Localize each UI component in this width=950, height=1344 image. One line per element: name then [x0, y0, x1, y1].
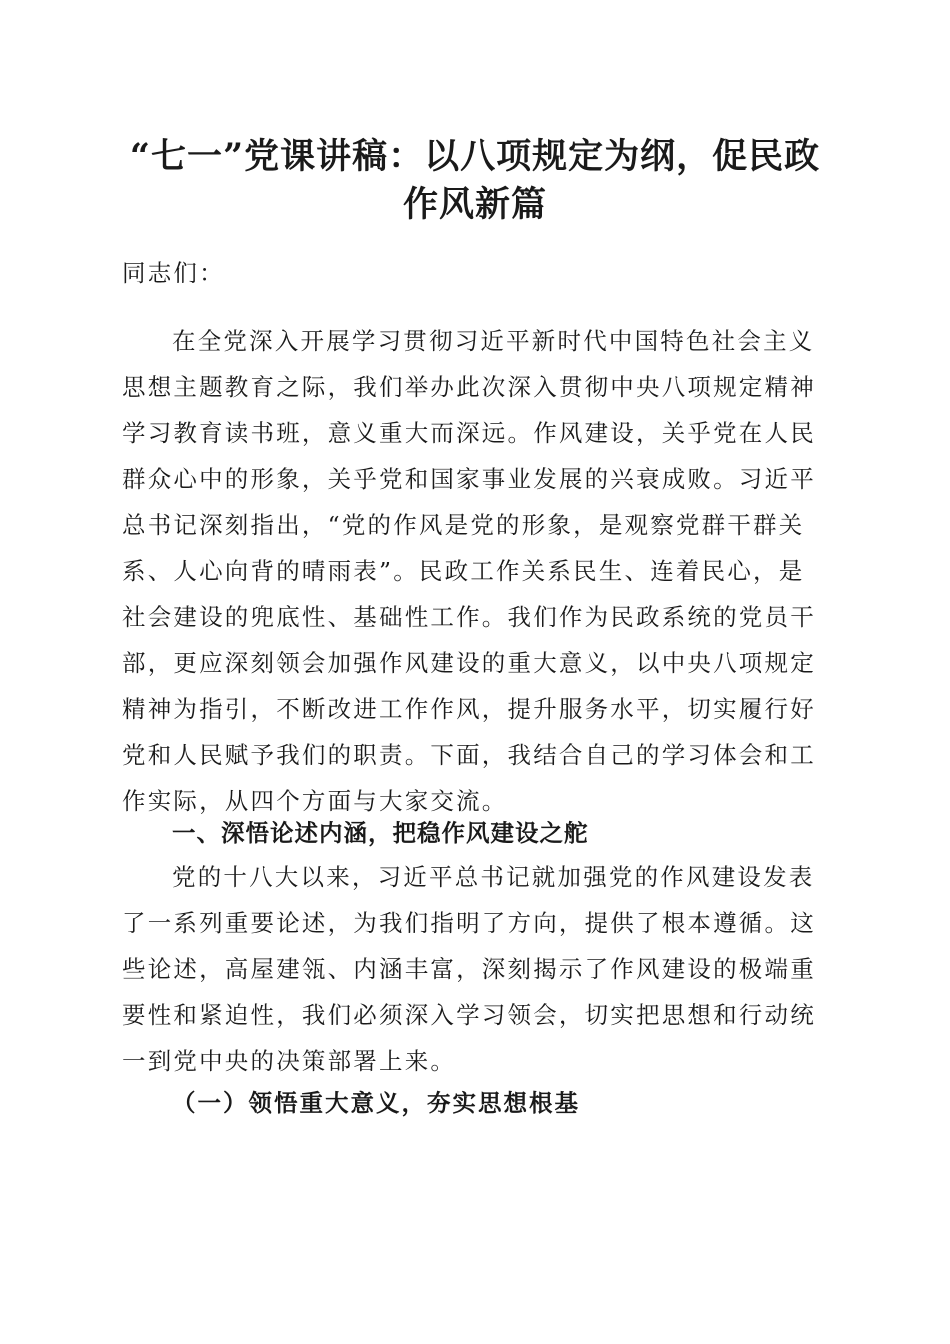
paragraph-line: 党的十八大以来，习近平总书记就加强党的作风建设发表 — [172, 863, 815, 891]
paragraph-line: 系、人心向背的晴雨表”。民政工作关系民生、连着民心，是 — [122, 557, 805, 585]
document-title — [110, 133, 840, 229]
paragraph-line: 社会建设的兜底性、基础性工作。我们作为民政系统的党员干 — [122, 603, 816, 631]
title-line-1: “七一”党课讲稿：以八项规定为纲，促民政 — [129, 136, 821, 177]
paragraph-line: 要性和紧迫性，我们必须深入学习领会，切实把思想和行动统 — [122, 1001, 816, 1029]
paragraph-line: 群众心中的形象，关乎党和国家事业发展的兴衰成败。习近平 — [122, 465, 816, 493]
subsection-heading: （一）领悟重大意义，夯实思想根基 — [172, 1089, 580, 1117]
paragraph-line: 部，更应深刻领会加强作风建设的重大意义，以中央八项规定 — [122, 649, 816, 677]
title-line-2: 作风新篇 — [402, 184, 547, 225]
paragraph-line: 一到党中央的决策部署上来。 — [122, 1047, 457, 1075]
paragraph-line: 学习教育读书班，意义重大而深远。作风建设，关乎党在人民 — [122, 419, 816, 447]
paragraph-line: 了一系列重要论述，为我们指明了方向，提供了根本遵循。这 — [122, 909, 816, 937]
section-paragraph — [122, 854, 824, 1084]
paragraph-line: 作实际，从四个方面与大家交流。 — [122, 787, 508, 815]
section-heading: 一、深悟论述内涵，把稳作风建设之舵 — [172, 819, 589, 847]
greeting: 同志们： — [122, 259, 225, 287]
intro-paragraph — [122, 318, 824, 824]
paragraph-line: 精神为指引，不断改进工作作风，提升服务水平，切实履行好 — [122, 695, 816, 723]
paragraph-line: 在全党深入开展学习贯彻习近平新时代中国特色社会主义 — [172, 327, 815, 355]
paragraph-line: 思想主题教育之际，我们举办此次深入贯彻中央八项规定精神 — [122, 373, 816, 401]
paragraph-line: 些论述，高屋建瓴、内涵丰富，深刻揭示了作风建设的极端重 — [122, 955, 816, 983]
paragraph-line: 党和人民赋予我们的职责。下面，我结合自己的学习体会和工 — [122, 741, 816, 769]
paragraph-line: 总书记深刻指出，“党的作风是党的形象，是观察党群干群关 — [122, 511, 805, 539]
